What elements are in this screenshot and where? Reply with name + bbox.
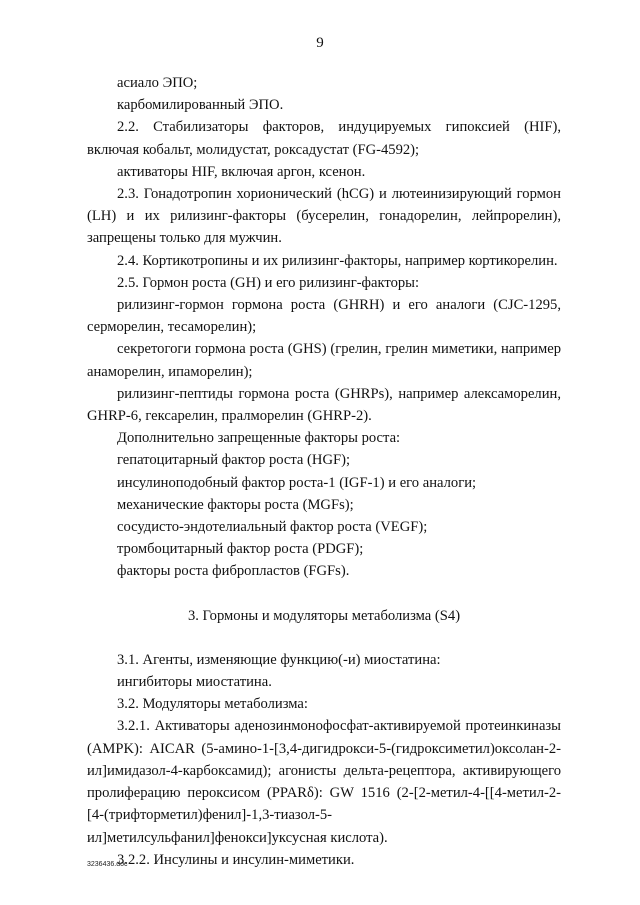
paragraph: Дополнительно запрещенные факторы роста:	[117, 430, 401, 447]
document-body	[87, 72, 561, 871]
paragraph: 3.2.2. Инсулины и инсулин-миметики.	[117, 851, 355, 868]
paragraph: секретогоги гормона роста (GHS) (грелин, грелин миметики, например анаморелин, ипаморелин);	[87, 341, 561, 380]
paragraph: рилизинг-пептиды гормона роста (GHRPs), например алексаморелин, GHRP-6, гексарелин, пралморелин (GHRP-2).	[87, 385, 561, 425]
paragraph: сосудисто-эндотелиальный фактор роста (VEGF);	[117, 519, 428, 536]
paragraph: 3.2.1. Активаторы аденозинмонофосфат-активируемой протеинкиназы (AMPK): AICAR (5-амино-1-[3,4-дигидрокси-5-(гидроксиметил)оксолан-2-ил]имидазол-4-карбоксамид); агонисты дельта-рецептора, активирующего пролиферацию пероксисом (PPARδ): GW 1516 (2-[2-метил-4-[[4-метил-2-[4-(трифторметил)фенил]-1,3-тиазол-5-ил]метилсульфанил]фенокси]уксусная кислота).	[87, 718, 561, 846]
paragraph: ингибиторы миостатина.	[117, 674, 272, 691]
paragraph: 2.4. Кортикотропины и их рилизинг-факторы, например кортикорелин.	[117, 252, 558, 269]
paragraph: тромбоцитарный фактор роста (PDGF);	[117, 541, 364, 558]
section-heading: 3. Гормоны и модуляторы метаболизма (S4)	[187, 607, 461, 624]
paragraph: 2.2. Стабилизаторы факторов, индуцируемых гипоксией (HIF), включая кобальт, молидустат, роксадустат (FG-4592);	[87, 119, 561, 158]
paragraph: гепатоцитарный фактор роста (HGF);	[117, 452, 351, 469]
paragraph: механические факторы роста (MGFs);	[117, 496, 354, 513]
paragraph: активаторы HIF, включая аргон, ксенон.	[117, 163, 366, 180]
spacer	[87, 627, 561, 649]
paragraph: 2.3. Гонадотропин хорионический (hCG) и лютеинизирующий гормон (LH) и их рилизинг-факторы (бусерелин, гонадорелин, лейпрорелин), запрещены только для мужчин.	[87, 186, 561, 247]
paragraph: факторы роста фибропластов (FGFs).	[117, 563, 350, 580]
paragraph: 2.5. Гормон роста (GH) и его рилизинг-факторы:	[117, 274, 420, 291]
paragraph: инсулиноподобный фактор роста-1 (IGF-1) и его аналоги;	[117, 474, 477, 491]
footer-filename: 3236436.doc	[87, 861, 128, 868]
paragraph: 3.2. Модуляторы метаболизма:	[117, 696, 308, 713]
paragraph: асиало ЭПО;	[117, 75, 198, 91]
paragraph: 3.1. Агенты, изменяющие функцию(-и) миостатина:	[117, 651, 441, 668]
spacer	[87, 583, 561, 605]
page-number: 9	[316, 35, 324, 51]
paragraph: карбомилированный ЭПО.	[117, 97, 284, 114]
paragraph: рилизинг-гормон гормона роста (GHRH) и его аналоги (CJC-1295, серморелин, тесаморелин);	[87, 297, 561, 336]
